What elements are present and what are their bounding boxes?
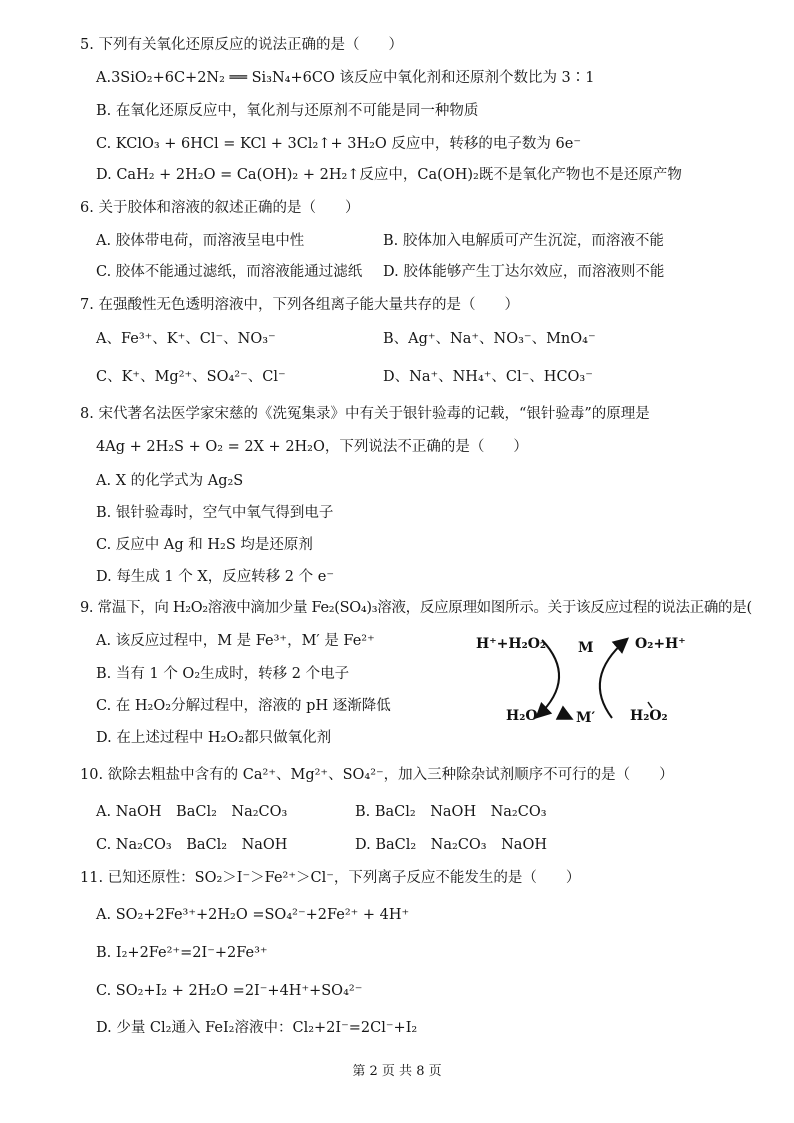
question-8-option-a: A. X 的化学式为 Ag₂S xyxy=(96,473,244,489)
question-8-option-b: B. 银针验毒时，空气中氧气得到电子 xyxy=(96,505,334,521)
question-8-option-d: D. 每生成 1 个 X，反应转移 2 个 e⁻ xyxy=(96,569,334,585)
question-5-option-c: C. KClO₃ + 6HCl = KCl + 3Cl₂↑+ 3H₂O 反应中，转移的电子数为 6e⁻ xyxy=(96,136,581,152)
question-9-option-d: D. 在上述过程中 H₂O₂都只做氧化剂 xyxy=(96,730,332,746)
question-10-stem: 10. 欲除去粗盐中含有的 Ca²⁺、Mg²⁺、SO₄²⁻，加入三种除杂试剂顺序不可行的是（ ） xyxy=(80,767,674,783)
diagram-label-o2-h: O₂+H⁺ xyxy=(635,636,686,652)
question-9-option-a: A. 该反应过程中，M 是 Fe³⁺，M′ 是 Fe²⁺ xyxy=(96,633,375,649)
question-6-option-d: D. 胶体能够产生丁达尔效应，而溶液则不能 xyxy=(383,264,665,280)
diagram-label-h2o2: H₂O₂ xyxy=(630,708,668,724)
diagram-label-h2o: H₂O xyxy=(506,708,538,724)
question-8-stem: 8. 宋代著名法医学家宋慈的《洗冤集录》中有关于银针验毒的记载，“银针验毒”的原理是 xyxy=(80,406,650,422)
diagram-label-h-h2o2: H⁺+H₂O₂ xyxy=(476,636,547,652)
question-11-option-d: D. 少量 Cl₂通入 FeI₂溶液中：Cl₂+2I⁻=2Cl⁻+I₂ xyxy=(96,1020,418,1036)
question-9-stem: 9. 常温下，向 H₂O₂溶液中滴加少量 Fe₂(SO₄)₃溶液，反应原理如图所示。关于该反应过程的说法正确的是( xyxy=(80,600,752,616)
question-7-stem: 7. 在强酸性无色透明溶液中，下列各组离子能大量共存的是（ ） xyxy=(80,297,519,313)
question-5-stem: 5. 下列有关氧化还原反应的说法正确的是（ ） xyxy=(80,37,403,53)
arrow-left-curve-guide xyxy=(550,652,582,712)
question-8-option-c: C. 反应中 Ag 和 H₂S 均是还原剂 xyxy=(96,537,313,553)
question-6-option-b: B. 胶体加入电解质可产生沉淀，而溶液不能 xyxy=(383,233,664,249)
reaction-cycle-diagram xyxy=(470,628,686,728)
diagram-label-m: M xyxy=(578,640,594,656)
question-10-option-c: C. Na₂CO₃ BaCl₂ NaOH xyxy=(96,837,288,853)
arrow-right-curve xyxy=(600,640,626,718)
question-6-option-c: C. 胶体不能通过滤纸，而溶液能通过滤纸 xyxy=(96,264,363,280)
page-footer: 第 2 页 共 8 页 xyxy=(352,1064,442,1079)
question-6-option-a: A. 胶体带电荷，而溶液呈电中性 xyxy=(96,233,305,249)
question-8-equation: 4Ag + 2H₂S + O₂ = 2X + 2H₂O，下列说法不正确的是（ ） xyxy=(96,439,528,455)
question-7-option-a: A、Fe³⁺、K⁺、Cl⁻、NO₃⁻ xyxy=(96,331,276,347)
question-5-option-a: A.3SiO₂+6C+2N₂ ══ Si₃N₄+6CO 该反应中氧化剂和还原剂个数比为 3∶1 xyxy=(96,70,595,86)
question-11-option-c: C. SO₂+I₂ + 2H₂O =2I⁻+4H⁺+SO₄²⁻ xyxy=(96,983,363,999)
question-10-option-b: B. BaCl₂ NaOH Na₂CO₃ xyxy=(355,804,547,820)
question-6-stem: 6. 关于胶体和溶液的叙述正确的是（ ） xyxy=(80,200,360,216)
question-7-option-b: B、Ag⁺、Na⁺、NO₃⁻、MnO₄⁻ xyxy=(383,331,596,347)
question-7-option-d: D、Na⁺、NH₄⁺、Cl⁻、HCO₃⁻ xyxy=(383,369,593,385)
diagram-label-m-prime: M′ xyxy=(576,710,596,726)
question-10-option-a: A. NaOH BaCl₂ Na₂CO₃ xyxy=(96,804,288,820)
question-10-option-d: D. BaCl₂ Na₂CO₃ NaOH xyxy=(355,837,547,853)
question-7-option-c: C、K⁺、Mg²⁺、SO₄²⁻、Cl⁻ xyxy=(96,369,286,385)
question-9-option-c: C. 在 H₂O₂分解过程中，溶液的 pH 逐渐降低 xyxy=(96,698,391,714)
question-5-option-b: B. 在氧化还原反应中，氧化剂与还原剂不可能是同一种物质 xyxy=(96,103,479,119)
arrow-to-m-prime xyxy=(562,714,570,718)
question-11-stem: 11. 已知还原性：SO₂＞I⁻＞Fe²⁺＞Cl⁻，下列离子反应不能发生的是（ ） xyxy=(80,870,581,886)
question-9-option-b: B. 当有 1 个 O₂生成时，转移 2 个电子 xyxy=(96,666,350,682)
question-11-option-a: A. SO₂+2Fe³⁺+2H₂O =SO₄²⁻+2Fe²⁺ + 4H⁺ xyxy=(96,907,410,923)
question-5-option-d: D. CaH₂ + 2H₂O = Ca(OH)₂ + 2H₂↑反应中，Ca(OH)₂既不是氧化产物也不是还原产物 xyxy=(96,167,682,183)
question-11-option-b: B. I₂+2Fe²⁺=2I⁻+2Fe³⁺ xyxy=(96,945,268,961)
